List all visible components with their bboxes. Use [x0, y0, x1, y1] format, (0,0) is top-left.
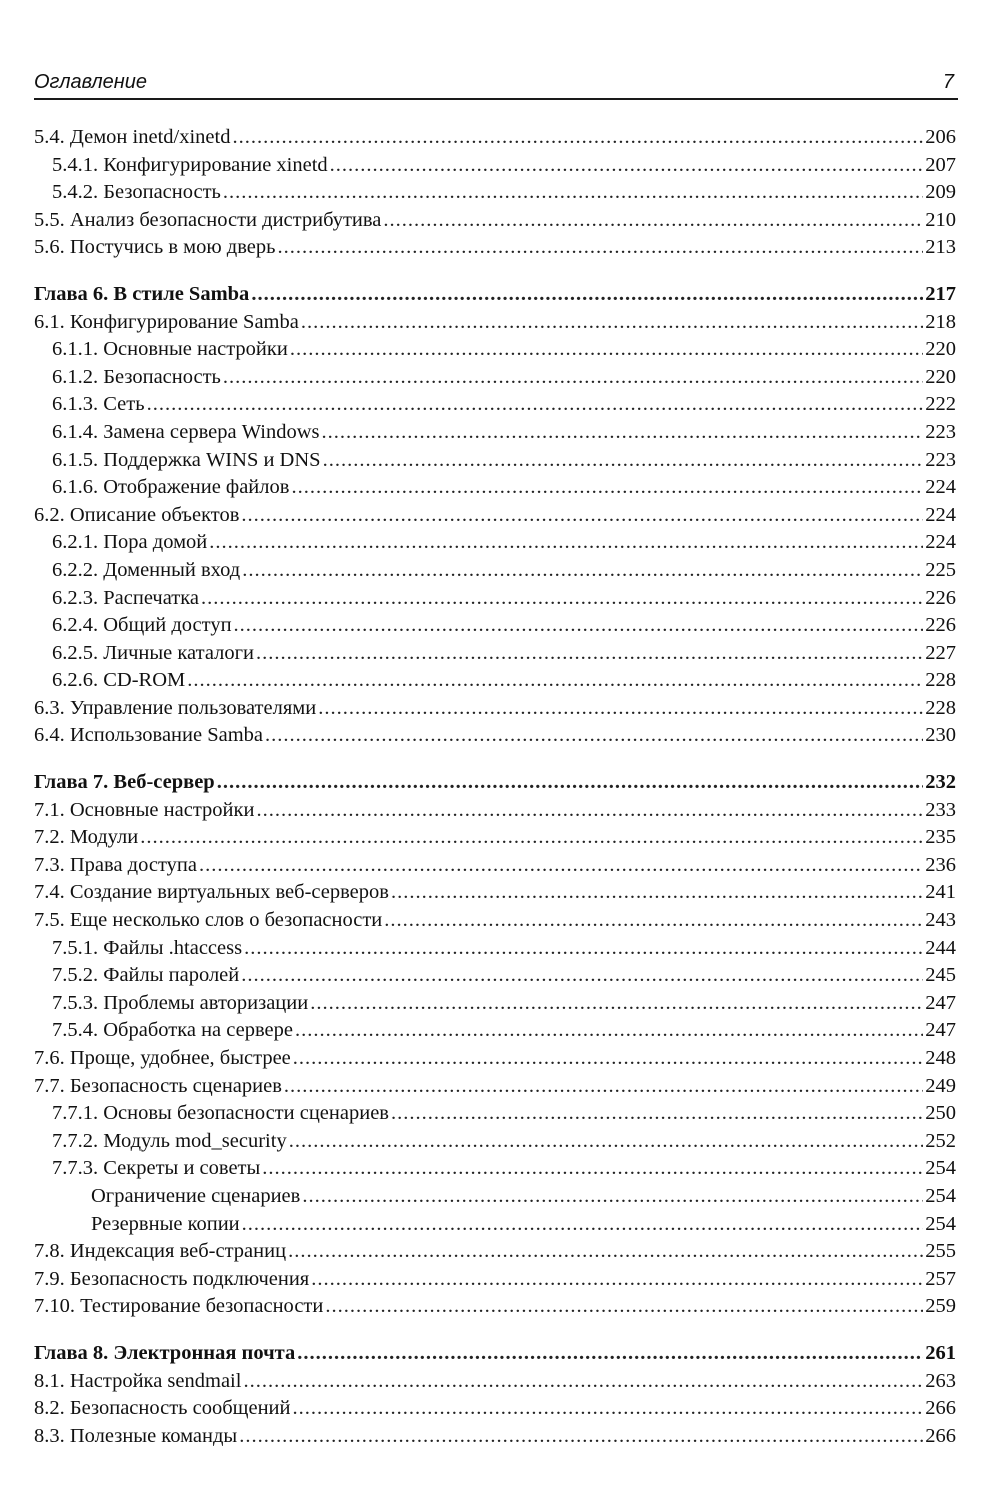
toc-entry-5-6: 5.6. Постучись в мою дверь ..... 213: [34, 234, 956, 262]
toc-entry-5-4-2: 5.4.2. Безопасность ..... 209: [34, 179, 956, 207]
toc-entry-6-1-3: 6.1.3. Сеть ..... 222: [34, 391, 956, 419]
toc-entry-6-1-2: 6.1.2. Безопасность ..... 220: [34, 364, 956, 392]
header-title: Оглавление: [34, 71, 148, 93]
toc-entry-7-7: 7.7. Безопасность сценариев ..... 249: [34, 1073, 956, 1101]
toc-entry-7-3: 7.3. Права доступа ..... 236: [34, 852, 956, 880]
table-of-contents: [34, 124, 956, 1450]
toc-entry-7-5: 7.5. Еще несколько слов о безопасности ..... 243: [34, 907, 956, 935]
toc-entry-7-7-2: 7.7.2. Модуль mod_security ..... 252: [34, 1128, 956, 1156]
toc-entry-6-2-6: 6.2.6. CD-ROM ..... 228: [34, 667, 956, 695]
toc-entry-6-2-5: 6.2.5. Личные каталоги ..... 227: [34, 640, 956, 668]
toc-entry-7-7-3: 7.7.3. Секреты и советы ..... 254: [34, 1155, 956, 1183]
toc-entry-6-3: 6.3. Управление пользователями ..... 228: [34, 695, 956, 723]
toc-entry-6-2-2: 6.2.2. Доменный вход ..... 225: [34, 557, 956, 585]
running-header: [34, 68, 958, 100]
toc-entry-7-4: 7.4. Создание виртуальных веб-серверов ..... 241: [34, 879, 956, 907]
toc-entry-8-3: 8.3. Полезные команды ..... 266: [34, 1423, 956, 1451]
toc-entry-6-1-4: 6.1.4. Замена сервера Windows ..... 223: [34, 419, 956, 447]
toc-entry-5-4-1: 5.4.1. Конфигурирование xinetd ..... 207: [34, 152, 956, 180]
toc-entry-7-7-1: 7.7.1. Основы безопасности сценариев ..... 250: [34, 1100, 956, 1128]
toc-entry-7-5-3: 7.5.3. Проблемы авторизации ..... 247: [34, 990, 956, 1018]
toc-entry-7-5-1: 7.5.1. Файлы .htaccess ..... 244: [34, 935, 956, 963]
toc-entry-6-4: 6.4. Использование Samba ..... 230: [34, 722, 956, 750]
toc-entry-6-1: 6.1. Конфигурирование Samba ..... 218: [34, 309, 956, 337]
toc-entry-5-4: 5.4. Демон inetd/xinetd ..... 206: [34, 124, 956, 152]
toc-entry-8-1: 8.1. Настройка sendmail ..... 263: [34, 1368, 956, 1396]
toc-chapter-7: Глава 7. Веб-сервер ..... 232: [34, 769, 956, 797]
toc-entry-7-8: 7.8. Индексация веб-страниц ..... 255: [34, 1238, 956, 1266]
toc-entry-6-2-3: 6.2.3. Распечатка ..... 226: [34, 585, 956, 613]
toc-entry-7-2: 7.2. Модули ..... 235: [34, 824, 956, 852]
toc-entry-7-1: 7.1. Основные настройки ..... 233: [34, 797, 956, 825]
toc-entry-6-1-5: 6.1.5. Поддержка WINS и DNS ..... 223: [34, 447, 956, 475]
toc-chapter-8: Глава 8. Электронная почта ..... 261: [34, 1340, 956, 1368]
toc-entry-5-5: 5.5. Анализ безопасности дистрибутива ..... 210: [34, 207, 956, 235]
toc-entry-6-2-4: 6.2.4. Общий доступ ..... 226: [34, 612, 956, 640]
toc-entry-6-2-1: 6.2.1. Пора домой ..... 224: [34, 529, 956, 557]
toc-entry-7-10: 7.10. Тестирование безопасности ..... 259: [34, 1293, 956, 1321]
toc-entry-8-2: 8.2. Безопасность сообщений ..... 266: [34, 1395, 956, 1423]
toc-entry-6-2: 6.2. Описание объектов ..... 224: [34, 502, 956, 530]
toc-entry-7-5-4: 7.5.4. Обработка на сервере ..... 247: [34, 1017, 956, 1045]
toc-entry-backups: Резервные копии ..... 254: [34, 1211, 956, 1239]
toc-entry-6-1-1: 6.1.1. Основные настройки ..... 220: [34, 336, 956, 364]
toc-entry-script-limits: Ограничение сценариев ..... 254: [34, 1183, 956, 1211]
toc-chapter-6: Глава 6. В стиле Samba ..... 217: [34, 281, 956, 309]
toc-entry-7-6: 7.6. Проще, удобнее, быстрее ..... 248: [34, 1045, 956, 1073]
toc-entry-7-9: 7.9. Безопасность подключения ..... 257: [34, 1266, 956, 1294]
header-page-number: 7: [942, 71, 954, 93]
toc-entry-7-5-2: 7.5.2. Файлы паролей ..... 245: [34, 962, 956, 990]
toc-entry-6-1-6: 6.1.6. Отображение файлов ..... 224: [34, 474, 956, 502]
